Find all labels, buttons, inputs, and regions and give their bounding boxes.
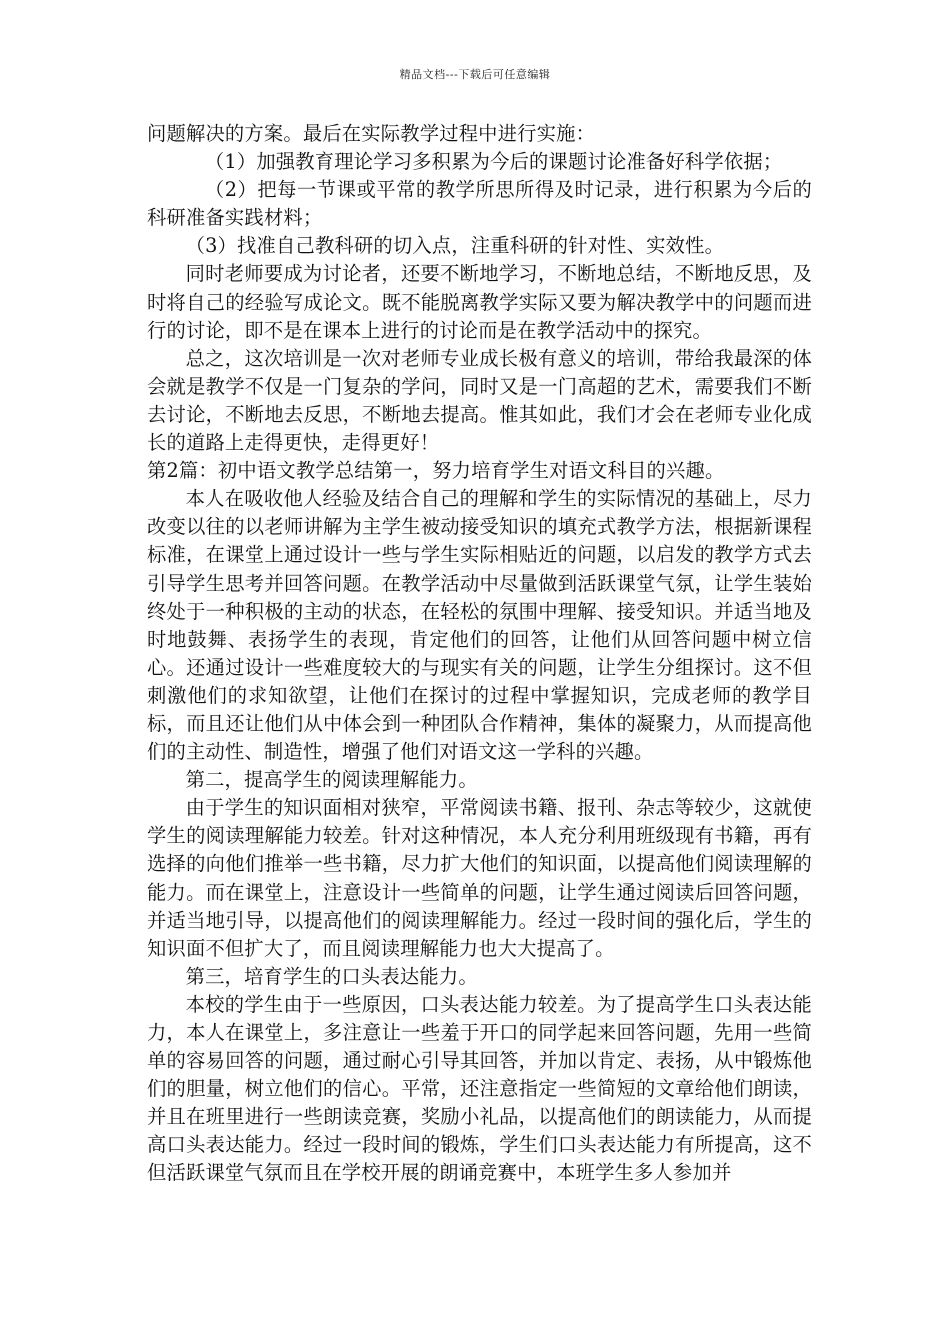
section-heading-third: 第三，培育学生的口头表达能力。 [185,964,478,988]
paragraph-list-item-3: （3）找准自己教科研的切入点，注重科研的针对性、实效性。 [185,234,725,258]
page-header: 精品文档---下载后可任意编辑 [399,68,551,81]
paragraph-conclusion: 总之，这次培训是一次对老师专业成长极有意义的培训，带给我最深的体会就是教学不仅是一门复杂的学问，同时又是一门高超的艺术，需要我们不断去讨论，不断地去反思，不断地去提高。惟其如此，我们才会在老师专业化成长的道路上走得更快，走得更好！ [147,346,812,455]
paragraph-list-item-2: （2）把每一节课或平常的教学所思所得及时记录，进行积累为今后的科研准备实践材料； [147,178,812,230]
section-heading-second: 第二，提高学生的阅读理解能力。 [185,768,478,792]
paragraph-reading: 由于学生的知识面相对狭窄，平常阅读书籍、报刊、杂志等较少，这就使学生的阅读理解能力较差。针对这种情况，本人充分利用班级现有书籍，再有选择的向他们推举一些书籍，尽力扩大他们的知识面，以提高他们阅读理解的能力。而在课堂上，注意设计一些简单的问题，让学生通过阅读后回答问题，并适当地引导，以提高他们的阅读理解能力。经过一段时间的强化后，学生的知识面不但扩大了，而且阅读理解能力也大大提高了。 [147,796,812,960]
paragraph-speaking: 本校的学生由于一些原因，口头表达能力较差。为了提高学生口头表达能力，本人在课堂上，多注意让一些羞于开口的同学起来回答问题，先用一些简单的容易回答的问题，通过耐心引导其回答，并加以肯定、表扬，从中锻炼他们的胆量，树立他们的信心。平常，还注意指定一些简短的文章给他们朗读，并且在班里进行一些朗读竞赛，奖励小礼品，以提高他们的朗读能力，从而提高口头表达能力。经过一段时间的锻炼，学生们口头表达能力有所提高，这不但活跃课堂气氛而且在学校开展的朗诵竞赛中，本班学生多人参加并 [147,992,812,1185]
section-heading-part-2: 第2篇：初中语文教学总结第一，努力培育学生对语文科目的兴趣。 [147,459,725,483]
paragraph-list-item-1: （1）加强教育理论学习多积累为今后的课题讨论准备好科学依据； [204,150,783,174]
paragraph-teacher-researcher: 同时老师要成为讨论者，还要不断地学习，不断地总结，不断地反思，及时将自己的经验写成论文。既不能脱离教学实际又要为解决教学中的问题而进行的讨论，即不是在课本上进行的讨论而是在教学活动中的探究。 [147,262,812,342]
paragraph-intro-continuation: 问题解决的方案。最后在实际教学过程中进行实施： [147,122,596,145]
paragraph-interest: 本人在吸收他人经验及结合自己的理解和学生的实际情况的基础上，尽力改变以往的以老师讲解为主学生被动接受知识的填充式教学方法，根据新课程标准，在课堂上通过设计一些与学生实际相贴近的问题，以启发的教学方式去引导学生思考并回答问题。在教学活动中尽量做到活跃课堂气氛，让学生装始终处于一种积极的主动的状态，在轻松的氛围中理解、接受知识。并适当地及时地鼓舞、表扬学生的表现，肯定他们的回答，让他们从回答问题中树立信心。还通过设计一些难度较大的与现实有关的问题，让学生分组探讨。这不但刺激他们的求知欲望，让他们在探讨的过程中掌握知识，完成老师的教学目标，而且还让他们从中体会到一种团队合作精神，集体的凝聚力，从而提高他们的主动性、制造性，增强了他们对语文这一学科的兴趣。 [147,487,812,764]
document-body [147,120,812,1188]
